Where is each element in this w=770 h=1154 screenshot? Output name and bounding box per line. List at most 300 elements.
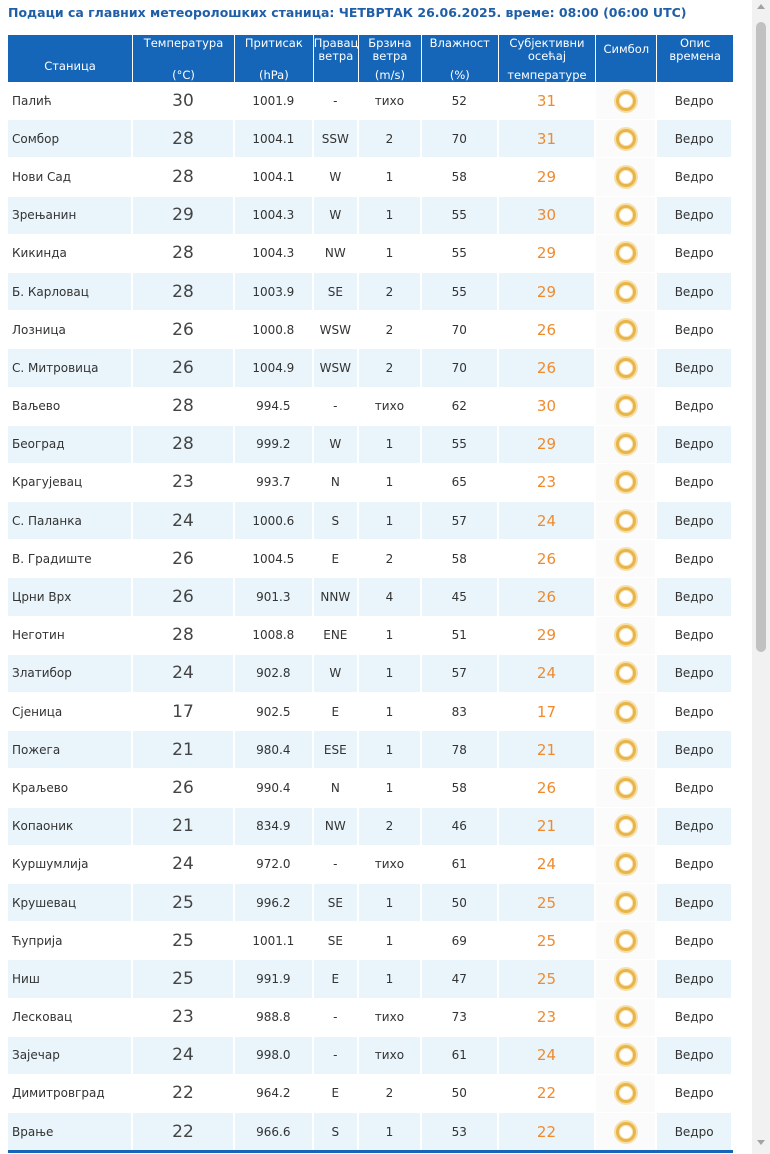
pressure-cell: 1001.1 (235, 922, 314, 960)
wind-speed-cell: 1 (359, 693, 422, 731)
symbol-cell (596, 884, 657, 922)
feels-like-cell: 29 (499, 617, 597, 655)
description-cell: Ведро (657, 349, 733, 387)
temperature-cell: 28 (133, 426, 235, 464)
table-row (8, 693, 733, 731)
pressure-cell: 1000.6 (235, 502, 314, 540)
temperature-cell: 22 (133, 1075, 235, 1113)
wind-direction-cell: N (314, 464, 359, 502)
sun-icon (616, 1122, 636, 1142)
description-cell: Ведро (657, 120, 733, 158)
symbol-cell (596, 349, 657, 387)
table-bottom-border (8, 1150, 733, 1153)
wind-speed-cell: 1 (359, 655, 422, 693)
pressure-cell: 1004.3 (235, 235, 314, 273)
symbol-cell (596, 578, 657, 616)
description-cell: Ведро (657, 1075, 733, 1113)
symbol-cell (596, 197, 657, 235)
symbol-cell (596, 1037, 657, 1075)
table-row (8, 388, 733, 426)
sun-icon (616, 511, 636, 531)
description-cell: Ведро (657, 158, 733, 196)
description-cell: Ведро (657, 693, 733, 731)
feels-like-cell: 30 (499, 388, 597, 426)
header-station: Станица (8, 35, 133, 82)
wind-speed-cell: 2 (359, 808, 422, 846)
pressure-cell: 901.3 (235, 578, 314, 616)
pressure-cell: 972.0 (235, 846, 314, 884)
wind-speed-cell: 1 (359, 617, 422, 655)
wind-speed-cell: 2 (359, 1075, 422, 1113)
station-cell: Крагујевац (8, 464, 133, 502)
table-row (8, 1075, 733, 1113)
pressure-cell: 902.8 (235, 655, 314, 693)
wind-direction-cell: N (314, 769, 359, 807)
wind-direction-cell: - (314, 82, 359, 120)
wind-direction-cell: W (314, 655, 359, 693)
station-cell: Сјеница (8, 693, 133, 731)
station-cell: Ћуприја (8, 922, 133, 960)
feels-like-cell: 24 (499, 846, 597, 884)
pressure-cell: 991.9 (235, 960, 314, 998)
wind-direction-cell: NW (314, 808, 359, 846)
description-cell: Ведро (657, 999, 733, 1037)
symbol-cell (596, 311, 657, 349)
station-cell: Неготин (8, 617, 133, 655)
humidity-cell: 52 (422, 82, 499, 120)
pressure-cell: 964.2 (235, 1075, 314, 1113)
wind-speed-cell: 2 (359, 120, 422, 158)
humidity-cell: 58 (422, 769, 499, 807)
symbol-cell (596, 999, 657, 1037)
wind-direction-cell: S (314, 1113, 359, 1151)
feels-like-cell: 22 (499, 1075, 597, 1113)
feels-like-cell: 26 (499, 769, 597, 807)
wind-direction-cell: NNW (314, 578, 359, 616)
symbol-cell (596, 273, 657, 311)
wind-direction-cell: - (314, 1037, 359, 1075)
temperature-cell: 28 (133, 235, 235, 273)
description-cell: Ведро (657, 273, 733, 311)
humidity-cell: 55 (422, 426, 499, 464)
humidity-cell: 83 (422, 693, 499, 731)
pressure-cell: 1004.9 (235, 349, 314, 387)
wind-direction-cell: S (314, 502, 359, 540)
wind-speed-cell: 1 (359, 197, 422, 235)
humidity-cell: 50 (422, 884, 499, 922)
symbol-cell (596, 617, 657, 655)
wind-direction-cell: WSW (314, 349, 359, 387)
wind-speed-cell: 1 (359, 426, 422, 464)
humidity-cell: 58 (422, 158, 499, 196)
temperature-cell: 24 (133, 846, 235, 884)
feels-like-cell: 29 (499, 273, 597, 311)
station-cell: Копаоник (8, 808, 133, 846)
description-cell: Ведро (657, 617, 733, 655)
table-row (8, 158, 733, 196)
sun-icon (616, 625, 636, 645)
symbol-cell (596, 388, 657, 426)
temperature-cell: 25 (133, 960, 235, 998)
wind-speed-cell: тихо (359, 388, 422, 426)
wind-speed-cell: тихо (359, 846, 422, 884)
wind-speed-cell: 1 (359, 158, 422, 196)
sun-icon (616, 587, 636, 607)
description-cell: Ведро (657, 540, 733, 578)
pressure-cell: 1001.9 (235, 82, 314, 120)
description-cell: Ведро (657, 388, 733, 426)
sun-icon (616, 205, 636, 225)
symbol-cell (596, 464, 657, 502)
humidity-cell: 73 (422, 999, 499, 1037)
symbol-cell (596, 502, 657, 540)
station-cell: Ниш (8, 960, 133, 998)
wind-speed-cell: 1 (359, 884, 422, 922)
station-cell: Пожега (8, 731, 133, 769)
temperature-cell: 29 (133, 197, 235, 235)
temperature-cell: 28 (133, 273, 235, 311)
description-cell: Ведро (657, 769, 733, 807)
description-cell: Ведро (657, 655, 733, 693)
table-row (8, 502, 733, 540)
table-row (8, 960, 733, 998)
wind-speed-cell: 2 (359, 273, 422, 311)
vertical-scrollbar[interactable] (752, 0, 770, 1154)
temperature-cell: 25 (133, 922, 235, 960)
temperature-cell: 28 (133, 617, 235, 655)
description-cell: Ведро (657, 1113, 733, 1151)
wind-speed-cell: 1 (359, 960, 422, 998)
description-cell: Ведро (657, 197, 733, 235)
humidity-cell: 61 (422, 1037, 499, 1075)
pressure-cell: 834.9 (235, 808, 314, 846)
feels-like-cell: 30 (499, 197, 597, 235)
station-cell: С. Митровица (8, 349, 133, 387)
wind-direction-cell: E (314, 540, 359, 578)
humidity-cell: 58 (422, 540, 499, 578)
sun-icon (616, 663, 636, 683)
wind-speed-cell: тихо (359, 1037, 422, 1075)
wind-direction-cell: - (314, 846, 359, 884)
pressure-cell: 990.4 (235, 769, 314, 807)
symbol-cell (596, 235, 657, 273)
humidity-cell: 47 (422, 960, 499, 998)
table-row (8, 999, 733, 1037)
temperature-cell: 24 (133, 1037, 235, 1075)
weather-table-container (8, 35, 733, 1151)
station-cell: Зајечар (8, 1037, 133, 1075)
pressure-cell: 988.8 (235, 999, 314, 1037)
pressure-cell: 998.0 (235, 1037, 314, 1075)
station-cell: Крушевац (8, 884, 133, 922)
pressure-cell: 1008.8 (235, 617, 314, 655)
humidity-cell: 57 (422, 655, 499, 693)
humidity-cell: 46 (422, 808, 499, 846)
sun-icon (616, 434, 636, 454)
station-cell: Ваљево (8, 388, 133, 426)
wind-direction-cell: SE (314, 273, 359, 311)
humidity-cell: 55 (422, 273, 499, 311)
station-cell: Палић (8, 82, 133, 120)
humidity-cell: 78 (422, 731, 499, 769)
feels-like-cell: 31 (499, 120, 597, 158)
wind-direction-cell: ENE (314, 617, 359, 655)
wind-direction-cell: E (314, 693, 359, 731)
station-cell: Београд (8, 426, 133, 464)
table-row (8, 311, 733, 349)
description-cell: Ведро (657, 82, 733, 120)
feels-like-cell: 23 (499, 464, 597, 502)
humidity-cell: 70 (422, 120, 499, 158)
station-cell: Б. Карловац (8, 273, 133, 311)
humidity-cell: 55 (422, 197, 499, 235)
pressure-cell: 1000.8 (235, 311, 314, 349)
description-cell: Ведро (657, 884, 733, 922)
sun-icon (616, 740, 636, 760)
wind-direction-cell: SE (314, 884, 359, 922)
description-cell: Ведро (657, 235, 733, 273)
station-cell: Димитровград (8, 1075, 133, 1113)
description-cell: Ведро (657, 464, 733, 502)
header-temperature: Температура (°C) (133, 35, 235, 82)
wind-speed-cell: 1 (359, 769, 422, 807)
humidity-cell: 61 (422, 846, 499, 884)
pressure-cell: 1004.3 (235, 197, 314, 235)
humidity-cell: 62 (422, 388, 499, 426)
sun-icon (616, 893, 636, 913)
table-row (8, 731, 733, 769)
symbol-cell (596, 731, 657, 769)
wind-speed-cell: 2 (359, 311, 422, 349)
pressure-cell: 966.6 (235, 1113, 314, 1151)
wind-direction-cell: NW (314, 235, 359, 273)
table-row (8, 769, 733, 807)
scroll-down-arrow-icon[interactable] (757, 1140, 765, 1145)
table-row (8, 197, 733, 235)
feels-like-cell: 23 (499, 999, 597, 1037)
description-cell: Ведро (657, 960, 733, 998)
station-cell: Нови Сад (8, 158, 133, 196)
station-cell: С. Паланка (8, 502, 133, 540)
temperature-cell: 26 (133, 349, 235, 387)
feels-like-cell: 21 (499, 808, 597, 846)
humidity-cell: 70 (422, 349, 499, 387)
symbol-cell (596, 120, 657, 158)
sun-icon (616, 129, 636, 149)
symbol-cell (596, 655, 657, 693)
feels-like-cell: 24 (499, 1037, 597, 1075)
description-cell: Ведро (657, 426, 733, 464)
symbol-cell (596, 960, 657, 998)
feels-like-cell: 26 (499, 349, 597, 387)
table-row (8, 808, 733, 846)
wind-direction-cell: SSW (314, 120, 359, 158)
station-cell: Врање (8, 1113, 133, 1151)
description-cell: Ведро (657, 1037, 733, 1075)
wind-direction-cell: - (314, 388, 359, 426)
temperature-cell: 26 (133, 311, 235, 349)
station-cell: Лозница (8, 311, 133, 349)
page-title: Подаци са главних метеоролошких станица: ЧЕТВРТАК 26.06.2025. време: 08:00 (06:00 UTC) (8, 5, 687, 20)
feels-like-cell: 26 (499, 311, 597, 349)
table-row (8, 846, 733, 884)
pressure-cell: 1004.1 (235, 158, 314, 196)
wind-direction-cell: W (314, 426, 359, 464)
table-row (8, 540, 733, 578)
sun-icon (616, 167, 636, 187)
wind-speed-cell: тихо (359, 999, 422, 1037)
temperature-cell: 26 (133, 540, 235, 578)
temperature-cell: 21 (133, 808, 235, 846)
feels-like-cell: 25 (499, 884, 597, 922)
sun-icon (616, 358, 636, 378)
station-cell: Сомбор (8, 120, 133, 158)
table-row (8, 922, 733, 960)
sun-icon (616, 1083, 636, 1103)
table-row (8, 1037, 733, 1075)
symbol-cell (596, 1113, 657, 1151)
table-row (8, 464, 733, 502)
header-wind-direction: Правац ветра (314, 35, 359, 82)
humidity-cell: 65 (422, 464, 499, 502)
feels-like-cell: 26 (499, 578, 597, 616)
sun-icon (616, 549, 636, 569)
wind-direction-cell: W (314, 197, 359, 235)
symbol-cell (596, 82, 657, 120)
station-cell: Златибор (8, 655, 133, 693)
sun-icon (616, 282, 636, 302)
header-humidity: Влажност (%) (422, 35, 499, 82)
humidity-cell: 57 (422, 502, 499, 540)
feels-like-cell: 17 (499, 693, 597, 731)
feels-like-cell: 24 (499, 655, 597, 693)
station-cell: Лесковац (8, 999, 133, 1037)
sun-icon (616, 854, 636, 874)
temperature-cell: 28 (133, 120, 235, 158)
temperature-cell: 25 (133, 884, 235, 922)
wind-direction-cell: E (314, 960, 359, 998)
wind-direction-cell: W (314, 158, 359, 196)
pressure-cell: 1004.1 (235, 120, 314, 158)
station-cell: В. Градиште (8, 540, 133, 578)
header-description: Опис времена (657, 35, 733, 82)
description-cell: Ведро (657, 578, 733, 616)
temperature-cell: 23 (133, 999, 235, 1037)
symbol-cell (596, 846, 657, 884)
humidity-cell: 55 (422, 235, 499, 273)
pressure-cell: 980.4 (235, 731, 314, 769)
table-row (8, 426, 733, 464)
temperature-cell: 23 (133, 464, 235, 502)
temperature-cell: 17 (133, 693, 235, 731)
sun-icon (616, 396, 636, 416)
feels-like-cell: 22 (499, 1113, 597, 1151)
symbol-cell (596, 922, 657, 960)
table-row (8, 82, 733, 120)
feels-like-cell: 29 (499, 235, 597, 273)
humidity-cell: 70 (422, 311, 499, 349)
wind-speed-cell: 1 (359, 1113, 422, 1151)
station-cell: Краљево (8, 769, 133, 807)
station-cell: Црни Врх (8, 578, 133, 616)
feels-like-cell: 25 (499, 960, 597, 998)
header-pressure: Притисак (hPa) (235, 35, 314, 82)
header-wind-speed: Брзина ветра (m/s) (359, 35, 422, 82)
table-row (8, 655, 733, 693)
table-row (8, 884, 733, 922)
description-cell: Ведро (657, 846, 733, 884)
temperature-cell: 30 (133, 82, 235, 120)
description-cell: Ведро (657, 311, 733, 349)
header-symbol: Симбол (596, 35, 657, 82)
wind-speed-cell: 2 (359, 349, 422, 387)
table-row (8, 235, 733, 273)
sun-icon (616, 931, 636, 951)
table-row (8, 120, 733, 158)
feels-like-cell: 29 (499, 426, 597, 464)
pressure-cell: 902.5 (235, 693, 314, 731)
pressure-cell: 1004.5 (235, 540, 314, 578)
humidity-cell: 69 (422, 922, 499, 960)
sun-icon (616, 1045, 636, 1065)
wind-direction-cell: ESE (314, 731, 359, 769)
sun-icon (616, 816, 636, 836)
sun-icon (616, 243, 636, 263)
symbol-cell (596, 540, 657, 578)
table-row (8, 349, 733, 387)
symbol-cell (596, 1075, 657, 1113)
table-header-row (8, 35, 733, 82)
header-feels-like: Субјективни осећај температуре (499, 35, 597, 82)
pressure-cell: 994.5 (235, 388, 314, 426)
wind-speed-cell: 2 (359, 540, 422, 578)
table-row (8, 578, 733, 616)
sun-icon (616, 969, 636, 989)
description-cell: Ведро (657, 808, 733, 846)
feels-like-cell: 31 (499, 82, 597, 120)
sun-icon (616, 320, 636, 340)
sun-icon (616, 472, 636, 492)
scrollbar-thumb[interactable] (756, 22, 766, 652)
humidity-cell: 53 (422, 1113, 499, 1151)
feels-like-cell: 25 (499, 922, 597, 960)
feels-like-cell: 29 (499, 158, 597, 196)
table-body (8, 82, 733, 1151)
temperature-cell: 22 (133, 1113, 235, 1151)
temperature-cell: 26 (133, 578, 235, 616)
wind-speed-cell: 1 (359, 502, 422, 540)
wind-direction-cell: E (314, 1075, 359, 1113)
scroll-up-arrow-icon[interactable] (757, 4, 765, 9)
wind-speed-cell: 1 (359, 235, 422, 273)
symbol-cell (596, 769, 657, 807)
temperature-cell: 21 (133, 731, 235, 769)
weather-table (8, 35, 733, 1151)
description-cell: Ведро (657, 731, 733, 769)
symbol-cell (596, 808, 657, 846)
symbol-cell (596, 158, 657, 196)
table-row (8, 1113, 733, 1151)
temperature-cell: 24 (133, 502, 235, 540)
wind-direction-cell: WSW (314, 311, 359, 349)
wind-direction-cell: SE (314, 922, 359, 960)
pressure-cell: 999.2 (235, 426, 314, 464)
pressure-cell: 996.2 (235, 884, 314, 922)
description-cell: Ведро (657, 502, 733, 540)
symbol-cell (596, 426, 657, 464)
humidity-cell: 51 (422, 617, 499, 655)
sun-icon (616, 91, 636, 111)
